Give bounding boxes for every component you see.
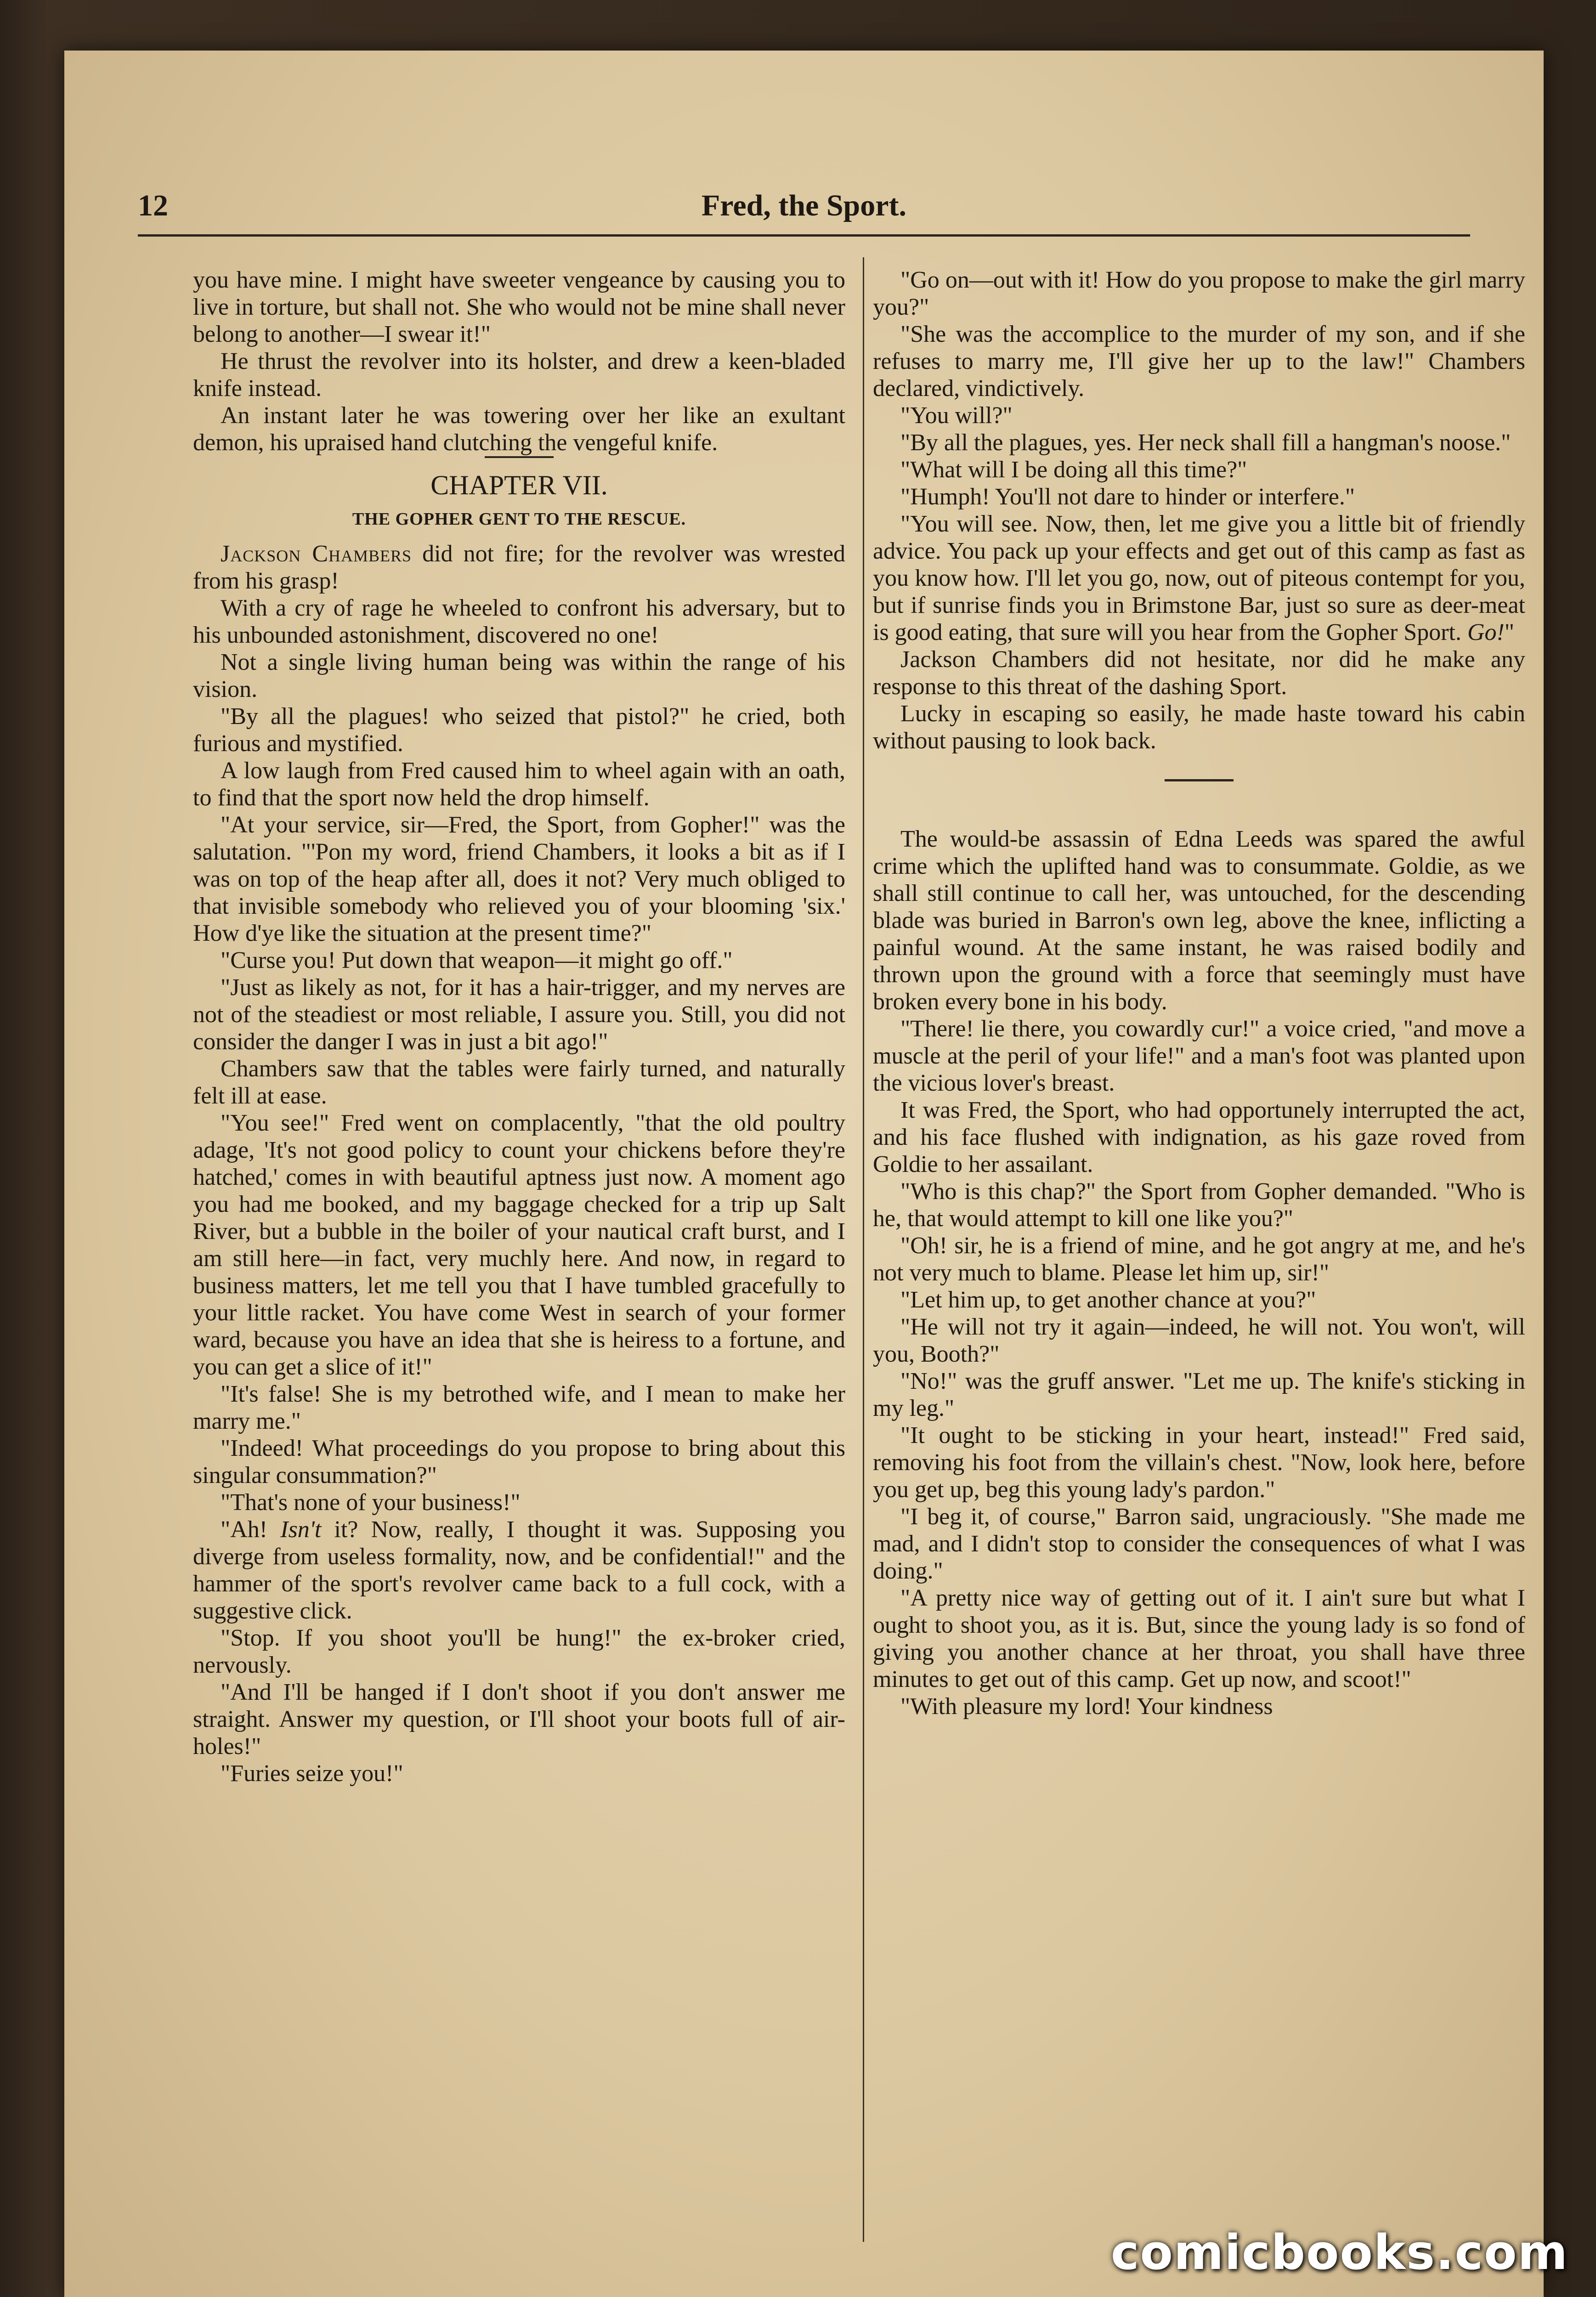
paragraph: The would-be assassin of Edna Leeds was spared the awful crime which the uplifted hand was to consummate. Goldie, as we shall still continue to call her, was untouched, for the descending blade was buried in Barron's own leg, above the knee, inflicting a painful wound. At the same instant, he was raised bodily and thrown upon the ground with a force that seemingly must have broken every bone in his body. [873, 826, 1525, 1015]
paragraph: "Curse you! Put down that weapon—it might go off." [221, 947, 733, 973]
paragraph: "Oh! sir, he is a friend of mine, and he got angry at me, and he's not very much to blame. Please let him up, sir!" [873, 1233, 1525, 1286]
paragraph: "Just as likely as not, for it has a hair-trigger, and my nerves are not of the steadiest or most reliable, I assure you. Still, you did not consider the danger I was in just a bit ago!" [193, 974, 845, 1055]
paragraph: "You will?" [900, 402, 1013, 429]
section-divider [1165, 779, 1234, 781]
right-column [873, 266, 1525, 1720]
paragraph: Lucky in escaping so easily, he made haste toward his cabin without pausing to look back. [873, 701, 1525, 754]
paragraph: "Go on—out with it! How do you propose to make the girl marry you?" [873, 267, 1525, 320]
lead-in-name: Jackson Chambers [221, 541, 412, 567]
paragraph: "It ought to be sticking in your heart, instead!" Fred said, removing his foot from the villain's chest. "Now, look here, before you get up, beg this young lady's pardon." [873, 1422, 1525, 1503]
emphasis: Go! [1467, 619, 1505, 645]
column-rule [863, 257, 864, 2242]
paragraph [193, 540, 845, 594]
paragraph [193, 1516, 845, 1624]
paragraph: "By all the plagues, yes. Her neck shall fill a hangman's noose." [900, 430, 1511, 456]
left-column [193, 266, 845, 1787]
paragraph: "Who is this chap?" the Sport from Gopher demanded. "Who is he, that would attempt to kill one like you?" [873, 1178, 1525, 1232]
paragraph: "She was the accomplice to the murder of my son, and if she refuses to marry me, I'll give her up to the law!" Chambers declared, vindictively. [873, 321, 1525, 402]
paragraph: "He will not try it again—indeed, he will not. You won't, will you, Booth?" [873, 1314, 1525, 1367]
emphasis: Isn't [280, 1516, 322, 1543]
chapter-subtitle: THE GOPHER GENT TO THE RESCUE. [352, 509, 686, 529]
paragraph [873, 510, 1525, 646]
paragraph: "You see!" Fred went on complacently, "that the old poultry adage, 'It's not good policy to count your chickens before they're hatched,' comes in with beautiful aptness just now. A moment ago you had me booked, and my baggage checked for a trip up Salt River, but a bubble in the boiler of your nautical craft burst, and I am still here—in fact, very muchly here. And now, in regard to business matters, let me tell you that I have tumbled gracefully to your little racket. You have come West in search of your former ward, because you have an idea that she is heiress to a fortune, and you can get a slice of it!" [193, 1110, 845, 1380]
paragraph-text: did not fire; for the revolver was wrested from his grasp! [193, 541, 845, 594]
paragraph: It was Fred, the Sport, who had opportunely interrupted the act, and his face flushed with indignation, as his gaze roved from Goldie to her assailant. [873, 1097, 1525, 1177]
paragraph: "A pretty nice way of getting out of it. I ain't sure but what I ought to shoot you, as it is. But, since the young lady is so fond of giving you another chance at her throat, you shall have three minutes to get out of this camp. Get up now, and scoot!" [873, 1585, 1525, 1692]
paragraph: "I beg it, of course," Barron said, ungraciously. "She made me mad, and I didn't stop to consider the consequences of what I was doing." [873, 1504, 1525, 1584]
paragraph: Jackson Chambers did not hesitate, nor did he make any response to this threat of the dashing Sport. [873, 646, 1525, 700]
paragraph: "With pleasure my lord! Your kindness [900, 1693, 1273, 1720]
paragraph: A low laugh from Fred caused him to wheel again with an oath, to find that the sport now held the drop himself. [193, 758, 845, 811]
paragraph: Not a single living human being was within the range of his vision. [193, 649, 845, 702]
paragraph-text: "You will see. Now, then, let me give you a little bit of friendly advice. You pack up your effects and get out of this camp as fast as you know how. I'll let you go, now, out of piteous contempt for you, but if sunrise finds you in Brimstone Bar, just so sure as deer-meat is good eating, that sure will you hear from the Gopher Sport. [873, 511, 1525, 645]
paragraph: "Let him up, to get another chance at you?" [900, 1287, 1316, 1313]
page-number: 12 [138, 189, 168, 222]
paragraph: "Stop. If you shoot you'll be hung!" the ex-broker cried, nervously. [193, 1625, 845, 1678]
paragraph: "What will I be doing all this time?" [900, 457, 1247, 483]
paragraph: "Humph! You'll not dare to hinder or interfere." [900, 484, 1355, 510]
watermark: comicbooks.com [1110, 2224, 1568, 2280]
paragraph: "Furies seize you!" [221, 1760, 403, 1787]
paragraph: An instant later he was towering over her like an exultant demon, his upraised hand clutching the vengeful knife. [193, 402, 845, 456]
paragraph: "It's false! She is my betrothed wife, and I mean to make her marry me." [193, 1381, 845, 1434]
paragraph: "There! lie there, you cowardly cur!" a voice cried, "and move a muscle at the peril of your life!" and a man's foot was planted upon the vicious lover's breast. [873, 1016, 1525, 1096]
paragraph: "No!" was the gruff answer. "Let me up. The knife's sticking in my leg." [873, 1368, 1525, 1421]
paragraph: Chambers saw that the tables were fairly turned, and naturally felt ill at ease. [193, 1056, 845, 1109]
paragraph: With a cry of rage he wheeled to confront his adversary, but to his unbounded astonishment, discovered no one! [193, 595, 845, 648]
paragraph: "At your service, sir—Fred, the Sport, from Gopher!" was the salutation. "'Pon my word, friend Chambers, it looks a bit as if I was on top of the heap after all, does it not? Very much obliged to that invisible somebody who relieved you of your blooming 'six.' How d'ye like the situation at the present time?" [193, 812, 845, 946]
paragraph: "Indeed! What proceedings do you propose to bring about this singular consummation?" [193, 1435, 845, 1488]
paragraph: "That's none of your business!" [221, 1489, 521, 1516]
paragraph-text: "Ah! [221, 1516, 281, 1543]
paragraph: "And I'll be hanged if I don't shoot if you don't answer me straight. Answer my question, or I'll shoot your boots full of air-holes!" [193, 1679, 845, 1760]
paragraph-text: " [1504, 619, 1515, 645]
running-title: Fred, the Sport. [701, 189, 907, 222]
paragraph: you have mine. I might have sweeter vengeance by causing you to live in torture, but shall not. She who would not be mine shall never belong to another—I swear it!" [193, 267, 845, 347]
paragraph: "By all the plagues! who seized that pistol?" he cried, both furious and mystified. [193, 703, 845, 757]
paragraph-text: it? Now, really, I thought it was. Supposing you diverge from useless formality, now, and be confidential!" and the hammer of the sport's revolver came back to a full cock, with a suggestive click. [193, 1516, 845, 1624]
chapter-title: CHAPTER VII. [193, 456, 845, 501]
page-header [138, 184, 1470, 237]
paragraph: He thrust the revolver into its holster, and drew a keen-bladed knife instead. [193, 348, 845, 402]
